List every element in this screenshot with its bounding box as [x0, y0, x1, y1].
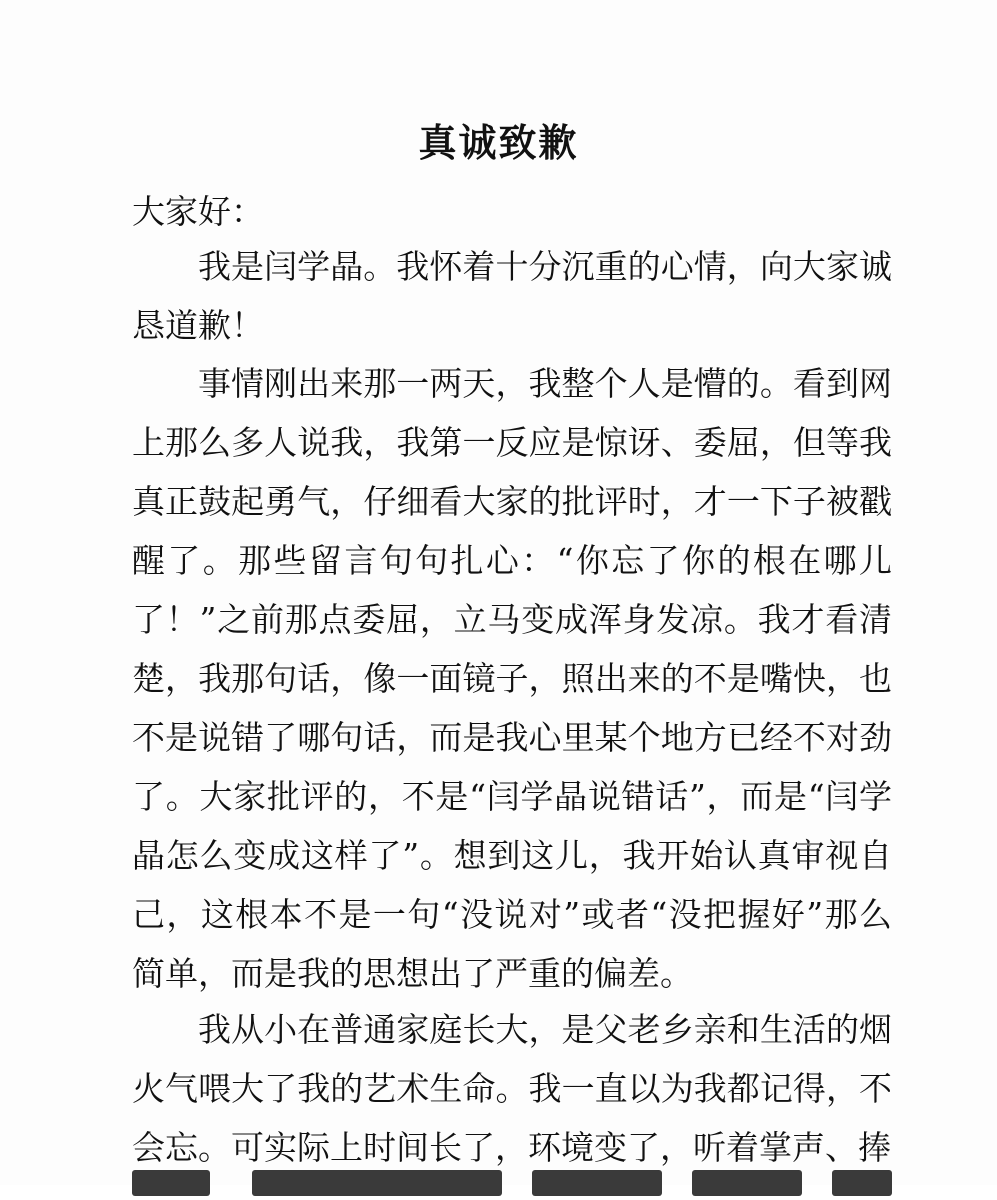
- paragraph-1: 我是闫学晶。我怀着十分沉重的心情，向大家诚恳道歉！: [132, 247, 892, 345]
- paragraph-2: 事情刚出来那一两天，我整个人是懵的。看到网上那么多人说我，我第一反应是惊讶、委屈，但等我真正鼓起勇气，仔细看大家的批评时，才一下子被戳醒了。那些留言句句扎心：“你忘了你的根在哪儿了！”之前那点委屈，立马变成浑身发凉。我才看清楚，我那句话，像一面镜子，照出来的不是嘴快，也不是说错了哪句话，而是我心里某个地方已经不对劲了。大家批评的，不是“闫学晶说错话”，而是“闫学晶怎么变成这样了”。想到这儿，我开始认真审视自己，这根本不是一句“没说对”或者“没把握好”那么简单，而是我的思想出了严重的偏差。: [132, 364, 892, 993]
- paragraph-3: 我从小在普通家庭长大，是父老乡亲和生活的烟火气喂大了我的艺术生命。我一直以为我都记得，不会忘。可实际上时间长了，环境变了，听着掌声、捧: [132, 1010, 892, 1167]
- cropped-text-line: [132, 1170, 892, 1200]
- greeting: 大家好：: [132, 192, 264, 231]
- document-title: 真诚致歉: [418, 120, 579, 165]
